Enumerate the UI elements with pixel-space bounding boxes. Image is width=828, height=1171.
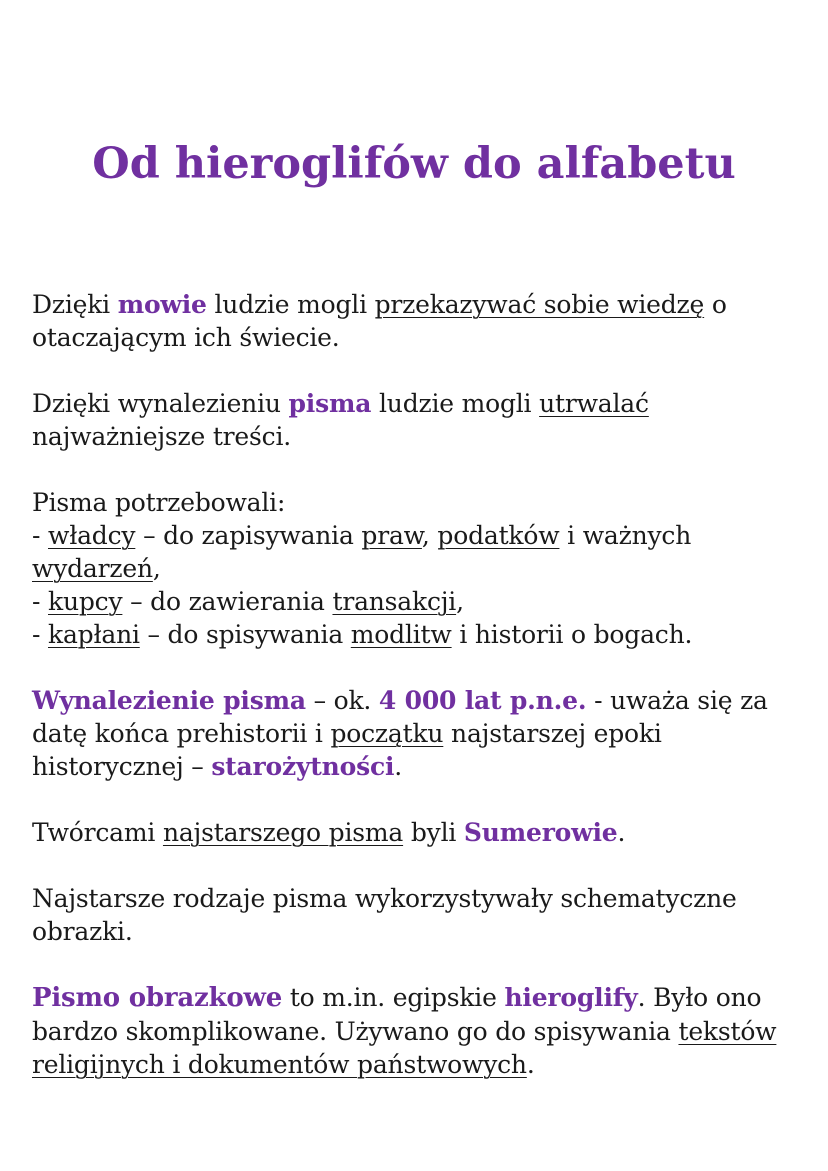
list-item-kaplani [32,618,812,651]
text-span: - uważa się za datę końca prehistorii i [32,686,768,748]
highlight-pismo-obrazkowe: Pismo obrazkowe [32,983,283,1013]
document-body [32,288,812,1114]
text-span: , [456,587,464,616]
text-span: ludzie mogli [206,290,375,319]
highlight-sumerowie: Sumerowie [463,818,618,847]
underline-praw: praw [361,521,422,550]
underline-najstarszego: najstarszego pisma [162,818,404,847]
paragraph-speech [32,288,812,354]
underline-podatkow: podatków [437,521,560,550]
list-item-kupcy [32,585,812,618]
text-span: , [421,521,438,550]
text-span: . Było ono bardzo skomplikowane. Używano go do spisywania [32,983,762,1046]
underline-przekazywac: przekazywać sobie wiedzę [374,290,705,319]
highlight-mowie: mowie [117,290,207,319]
text-span: . [617,818,626,847]
underline-poczatku: początku [330,719,444,748]
text-span: Dzięki wynalezieniu [32,389,289,418]
text-span: i ważnych [559,521,692,550]
underline-utrwalac: utrwalać [539,389,649,418]
paragraph-sumerians [32,816,812,849]
list-heading: Pisma potrzebowali: [32,488,286,517]
list-dash: - [32,521,48,550]
text-span: , [152,554,161,583]
list-dash: - [32,620,48,649]
page-title: Od hieroglifów do alfabetu [92,139,736,189]
underline-wladcy: władcy [48,521,136,550]
list-item-wladcy [32,519,812,585]
text-span: najważniejsze treści. [32,422,291,451]
paragraph-pictographic [32,981,812,1081]
text-span: . [526,1050,535,1079]
text-span: – do zawierania [122,587,333,616]
underline-modlitw: modlitw [350,620,452,649]
highlight-starozytnosci: starożytności [211,752,395,781]
text-span: Twórcami [32,818,163,847]
list-dash: - [32,587,48,616]
text-span: – do zapisywania [135,521,362,550]
text-span: . [394,752,403,781]
text-span: – do spisywania [139,620,351,649]
underline-kaplani: kapłani [48,620,140,649]
paragraph-oldest-writing: Najstarsze rodzaje pisma wykorzystywały schematyczne obrazki. [32,884,737,946]
underline-tekstow: tekstów religijnych i dokumentów państwowych [32,1017,777,1079]
text-span: ludzie mogli [371,389,540,418]
underline-transakcji: transakcji [332,587,457,616]
highlight-wynalezienie: Wynalezienie pisma [32,686,306,715]
text-span: – ok. [305,686,379,715]
text-span: to m.in. egipskie [282,983,505,1012]
text-span: byli [403,818,464,847]
paragraph-invention [32,684,812,783]
underline-kupcy: kupcy [48,587,123,616]
text-span: najstarszej epoki historycznej – [32,719,662,781]
underline-wydarzen: wydarzeń [32,554,153,583]
highlight-date: 4 000 lat p.n.e. [378,686,587,715]
text-span: o otaczającym ich świecie. [32,290,727,352]
highlight-hieroglify: hieroglify [504,983,638,1012]
text-span: i historii o bogach. [451,620,693,649]
highlight-pisma: pisma [288,389,372,418]
text-span: Dzięki [32,290,118,319]
paragraph-writing [32,387,812,453]
